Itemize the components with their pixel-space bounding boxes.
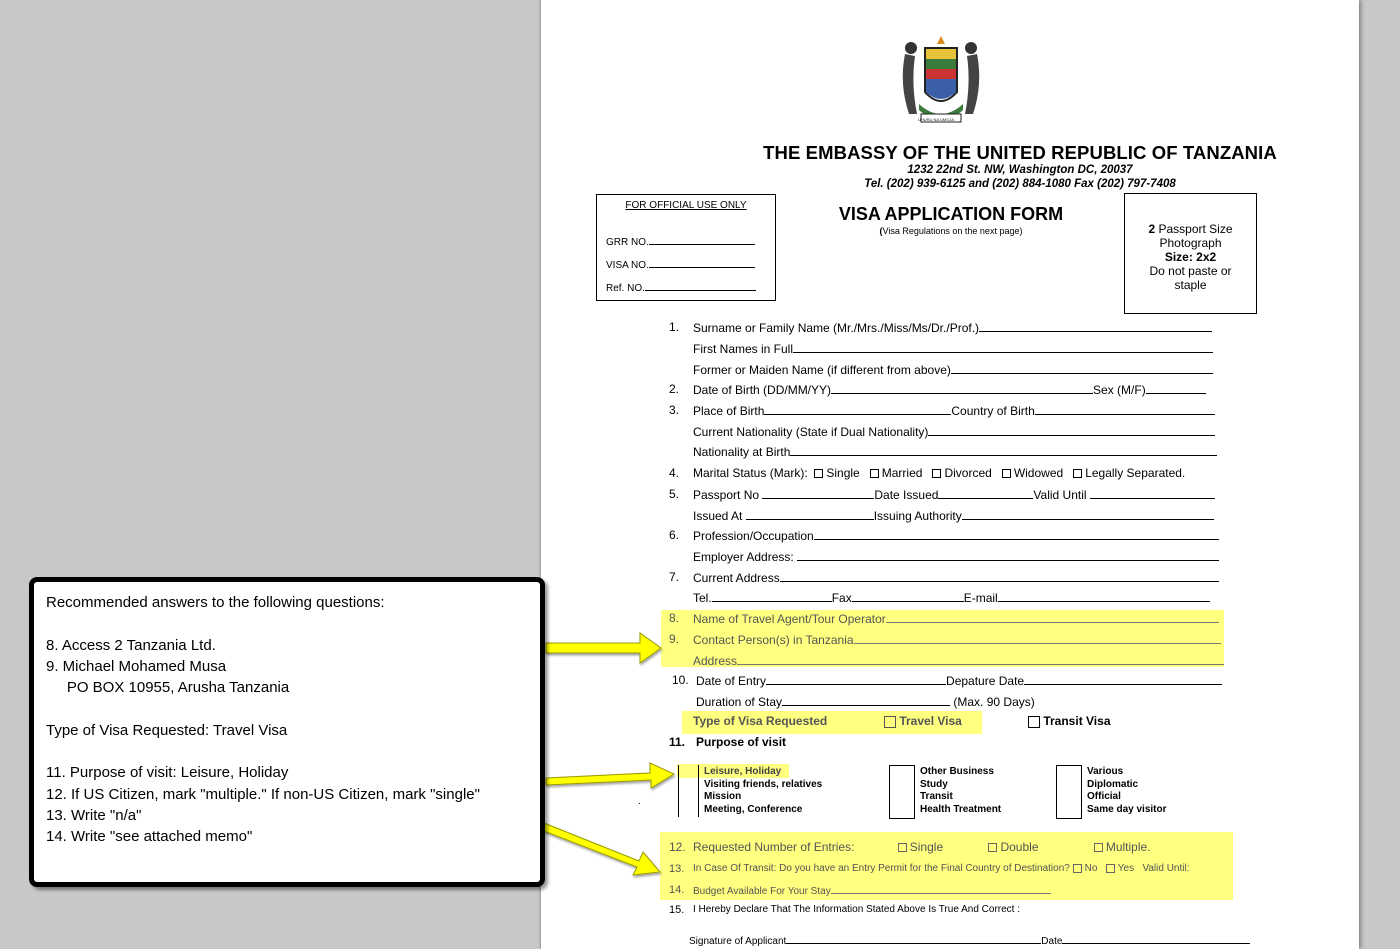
q15-declaration: I Hereby Declare That The Information Stated Above Is True And Correct : <box>693 904 1021 915</box>
q8-number: 8. <box>669 611 680 625</box>
purpose-box-col2[interactable] <box>889 765 915 819</box>
purpose-box-col3[interactable] <box>1056 765 1082 819</box>
q13-number: 13. <box>669 863 685 875</box>
form-subtitle: (Visa Regulations on the next page) <box>879 226 1023 236</box>
q5-number: 5. <box>669 487 680 501</box>
callout-line: 12. If US Citizen, mark "multiple." If non-US Citizen, mark "single" <box>46 785 480 803</box>
embassy-contact: Tel. (202) 939-6125 and (202) 884-1080 Fax (202) 797-7408 <box>864 178 1176 190</box>
crest-motto: UHURU NA UMOJA <box>918 117 955 122</box>
checkbox[interactable] <box>1094 843 1103 852</box>
checkbox[interactable] <box>898 843 907 852</box>
form-title: VISA APPLICATION FORM <box>838 204 1064 224</box>
photo-box: 2 Passport Size Photograph Size: 2x2 Do not paste or staple <box>1124 193 1257 314</box>
q12-entries: Requested Number of Entries: Single Double Multiple. <box>693 840 1151 854</box>
checkbox[interactable] <box>988 843 997 852</box>
official-use-heading: FOR OFFICIAL USE ONLY <box>625 200 747 211</box>
callout-line: PO BOX 10955, Arusha Tanzania <box>46 679 290 697</box>
callout-line: Recommended answers to the following questions: <box>46 594 385 611</box>
document-page <box>541 0 1359 949</box>
stray-mark: . <box>638 796 641 807</box>
q5-issued-at: Issued At Issuing Authority <box>693 508 1214 523</box>
checkbox[interactable] <box>884 716 896 728</box>
callout-line: 8. Access 2 Tanzania Ltd. <box>46 636 216 654</box>
callout-line: 11. Purpose of visit: Leisure, Holiday <box>46 764 289 782</box>
embassy-title: THE EMBASSY OF THE UNITED REPUBLIC OF TANZANIA <box>763 142 1277 163</box>
q8-travel-agent: Name of Travel Agent/Tour Operator <box>693 611 1219 626</box>
q3-current-nationality: Current Nationality (State if Dual Nationality) <box>693 424 1215 439</box>
q3-place-of-birth: Place of Birth Country of Birth <box>693 403 1215 418</box>
q2-number: 2. <box>669 382 680 396</box>
q9-number: 9. <box>669 632 680 646</box>
callout-line: Type of Visa Requested: Travel Visa <box>46 721 288 739</box>
q15-number: 15. <box>669 904 685 916</box>
callout-line: 9. Michael Mohamed Musa <box>46 657 227 675</box>
q1-maiden-name: Former or Maiden Name (if different from above) <box>693 362 1213 377</box>
embassy-address: 1232 22nd St. NW, Washington DC, 20037 <box>907 164 1133 176</box>
q9-address: Address <box>693 653 1224 668</box>
visa-no-field: VISA NO. <box>606 258 755 271</box>
q13-transit: In Case Of Transit: Do you have an Entry Permit for the Final Country of Destination? No Yes Valid Until: <box>693 863 1190 874</box>
callout-line <box>46 698 540 719</box>
q7-current-address: Current Address <box>693 570 1219 585</box>
purpose-col1: Leisure, Holiday Visiting friends, relatives Mission Meeting, Conference <box>704 766 823 815</box>
checkbox[interactable] <box>814 469 823 478</box>
purpose-box-col1[interactable] <box>678 765 699 817</box>
ref-no-field: Ref. NO. <box>606 281 756 294</box>
callout-line: 13. Write "n/a" <box>46 806 142 824</box>
checkbox[interactable] <box>932 469 941 478</box>
q6-number: 6. <box>669 528 680 542</box>
official-use-box <box>596 194 776 301</box>
travel-visa-option[interactable]: Travel Visa <box>884 714 962 728</box>
q11-purpose: Purpose of visit <box>696 735 787 749</box>
checkbox[interactable] <box>1106 864 1115 873</box>
q4-number: 4. <box>669 466 680 480</box>
checkbox[interactable] <box>1002 469 1011 478</box>
q12-number: 12. <box>669 840 686 854</box>
q10-number: 10. <box>672 673 689 687</box>
checkbox[interactable] <box>1073 469 1082 478</box>
q3-nationality-at-birth: Nationality at Birth <box>693 444 1217 459</box>
q7-number: 7. <box>669 570 680 584</box>
q5-passport: Passport No Date Issued Valid Until <box>693 487 1215 502</box>
callout-line <box>46 741 540 762</box>
q1-first-names: First Names in Full <box>693 341 1213 356</box>
q6-employer-address: Employer Address: <box>693 549 1219 564</box>
grr-field: GRR NO. <box>606 235 755 248</box>
q10-duration: Duration of Stay (Max. 90 Days) <box>696 695 1035 709</box>
transit-visa-option[interactable]: Transit Visa <box>1028 714 1111 728</box>
checkbox[interactable] <box>1073 864 1082 873</box>
purpose-col3: Various Diplomatic Official Same day visitor <box>1087 766 1167 815</box>
visa-type-label: Type of Visa Requested <box>693 714 828 728</box>
callout-line <box>46 613 540 634</box>
purpose-col2: Other Business Study Transit Health Treatment <box>920 766 1002 815</box>
q4-marital-status: Marital Status (Mark): Single Married Divorced Widowed Legally Separated. <box>693 466 1186 480</box>
q14-budget: Budget Available For Your Stay <box>693 884 1051 897</box>
coat-of-arms-emblem <box>895 34 987 130</box>
signature-line: Signature of Applicant Date <box>689 934 1250 947</box>
checkbox[interactable] <box>1028 716 1040 728</box>
q3-number: 3. <box>669 403 680 417</box>
q11-number: 11. <box>669 735 686 749</box>
q14-number: 14. <box>669 884 685 896</box>
q9-contact-person: Contact Person(s) in Tanzania <box>693 632 1221 647</box>
q10-date-of-entry: Date of Entry Depature Date <box>696 673 1222 688</box>
recommended-answers-callout <box>29 577 545 887</box>
q1-surname: Surname or Family Name (Mr./Mrs./Miss/Ms/Dr./Prof.) <box>693 320 1212 335</box>
q6-profession: Profession/Occupation <box>693 528 1219 543</box>
q1-number: 1. <box>669 320 680 334</box>
q2-dob: Date of Birth (DD/MM/YY) Sex (M/F) <box>693 382 1206 397</box>
callout-line: 14. Write "see attached memo" <box>46 828 253 846</box>
checkbox[interactable] <box>870 469 879 478</box>
q7-contact: Tel. Fax E-mail <box>693 590 1210 605</box>
